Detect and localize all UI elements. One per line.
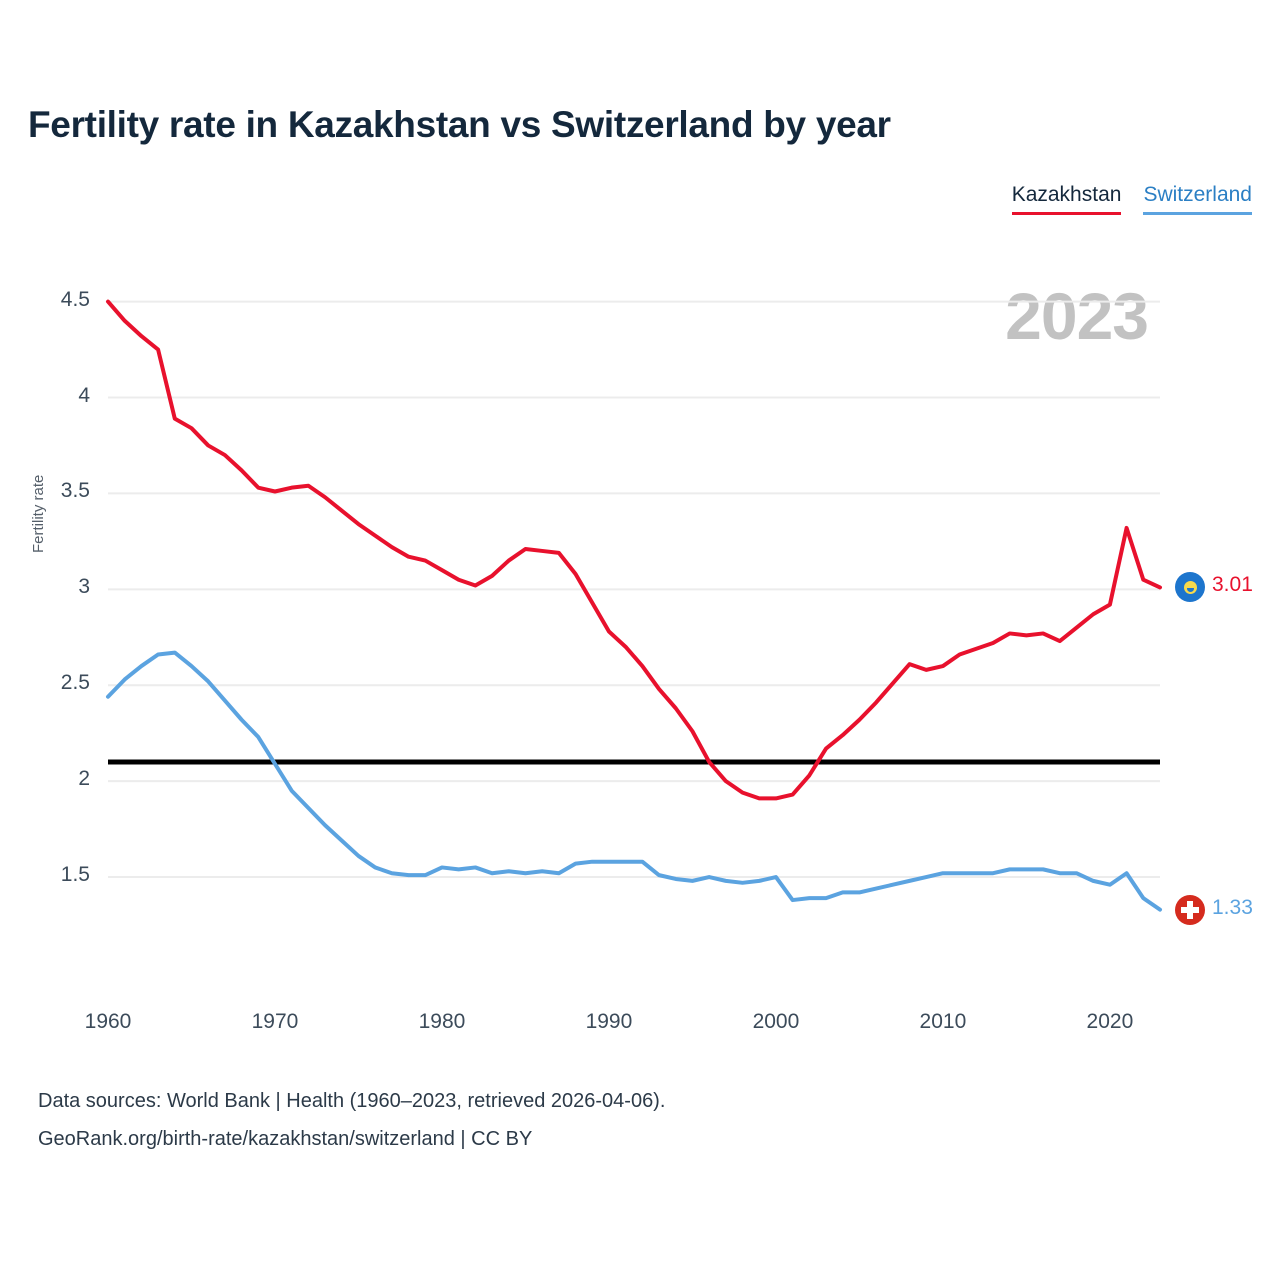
footer-attribution: GeoRank.org/birth-rate/kazakhstan/switzerland | CC BY <box>38 1128 533 1150</box>
legend-item-switzerland[interactable]: Switzerland <box>1143 183 1252 215</box>
ch-cross-horizontal <box>1181 907 1199 913</box>
y-tick-label: 1.5 <box>60 863 90 887</box>
ch-flag-icon <box>1175 895 1205 925</box>
gridlines <box>108 302 1160 877</box>
y-tick-label: 3.5 <box>60 479 90 503</box>
legend-item-kazakhstan[interactable]: Kazakhstan <box>1012 183 1122 215</box>
x-tick-label: 1990 <box>585 1010 633 1033</box>
x-tick-label: 2000 <box>752 1010 800 1033</box>
series-line-kazakhstan <box>108 302 1160 799</box>
y-tick-label: 2.5 <box>60 671 90 695</box>
footer-data-source: Data sources: World Bank | Health (1960–2023, retrieved 2026-04-06). <box>38 1090 666 1112</box>
year-badge: 2023 <box>1005 279 1148 353</box>
y-tick-label: 3 <box>78 575 90 599</box>
kz-sun-shape <box>1184 581 1197 594</box>
page-title: Fertility rate in Kazakhstan vs Switzerland by year <box>28 104 891 145</box>
x-tick-label: 1980 <box>418 1010 466 1033</box>
series-end-value-switzerland: 1.33 <box>1212 895 1253 919</box>
y-tick-label: 2 <box>78 767 90 791</box>
series-end-value-kazakhstan: 3.01 <box>1212 573 1253 597</box>
y-axis-label: Fertility rate <box>30 474 47 553</box>
x-tick-label: 2010 <box>919 1010 967 1033</box>
x-tick-label: 1960 <box>84 1010 132 1033</box>
y-tick-label: 4 <box>78 383 90 407</box>
x-tick-label: 1970 <box>251 1010 299 1033</box>
x-tick-label: 2020 <box>1086 1010 1134 1033</box>
y-tick-label: 4.5 <box>60 287 90 311</box>
